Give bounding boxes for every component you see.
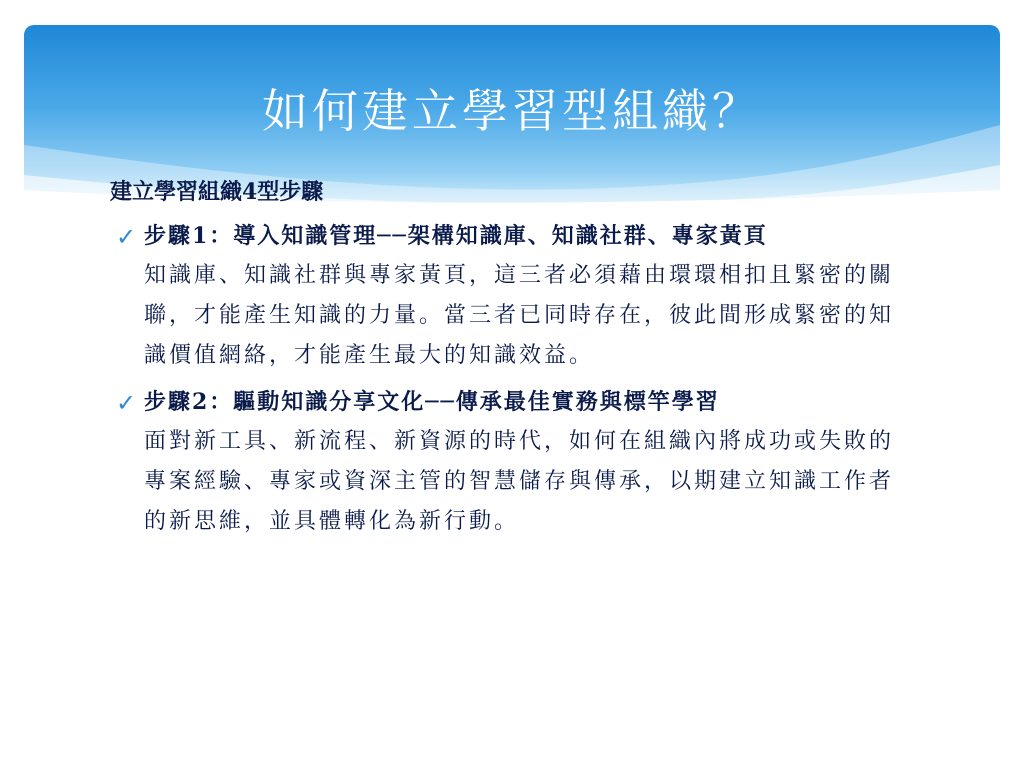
step-body-1: 知識庫、知識社群與專家黃頁，這三者必須藉由環環相扣且緊密的關聯，才能產生知識的力量。當三者已同時存在，彼此間形成緊密的知識價值網絡，才能產生最大的知識效益。 — [144, 263, 895, 368]
check-icon: ✓ — [116, 389, 137, 417]
section-heading: 建立學習組織4型步驟 — [110, 179, 324, 205]
step-title-2: 步驟2：驅動知識分享文化──傳承最佳實務與標竿學習 — [144, 389, 720, 415]
step-item-2 — [110, 382, 900, 542]
step-item-1 — [110, 216, 900, 376]
step-body-2: 面對新工具、新流程、新資源的時代，如何在組織內將成功或失敗的專案經驗、專家或資深主管的智慧儲存與傳承，以期建立知識工作者的新思維，並具體轉化為新行動。 — [144, 429, 895, 534]
slide-content — [110, 172, 900, 548]
step-title-1: 步驟1：導入知識管理──架構知識庫、知識社群、專家黃頁 — [144, 223, 768, 249]
slide-title: 如何建立學習型組織？ — [262, 84, 762, 138]
check-icon: ✓ — [116, 223, 137, 251]
